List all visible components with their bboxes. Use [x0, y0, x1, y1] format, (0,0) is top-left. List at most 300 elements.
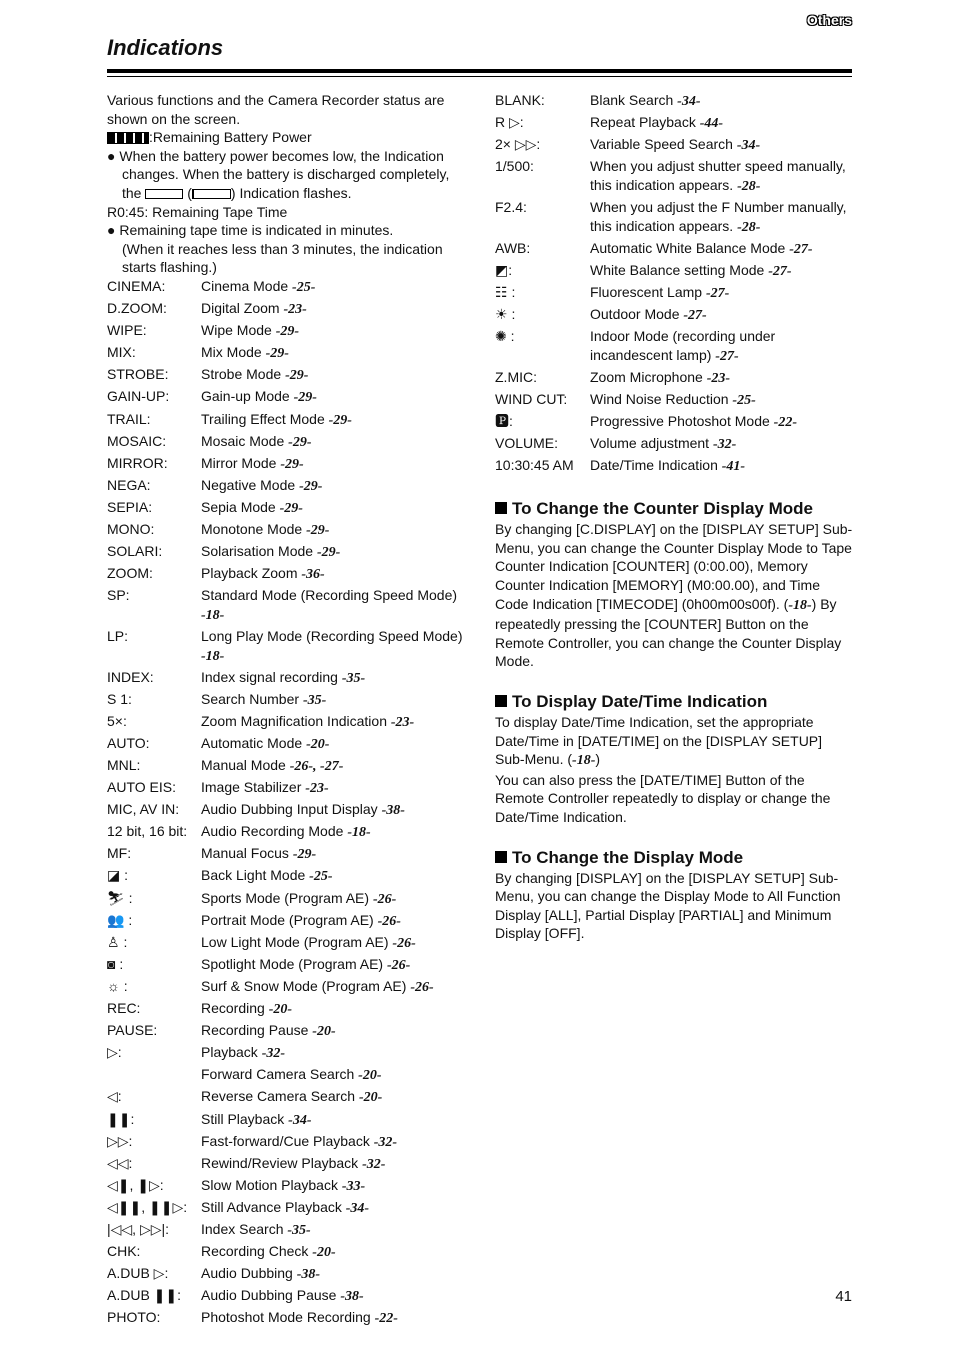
indication-desc — [201, 822, 472, 843]
page-reference: -18- — [347, 825, 371, 841]
page-reference: -33- — [341, 1178, 366, 1194]
indication-row — [107, 432, 472, 453]
indication-row — [107, 977, 472, 998]
indication-row — [107, 1198, 472, 1219]
indication-desc-text: Manual Focus — [201, 845, 293, 862]
battery-bullet-paren: ( — [187, 184, 192, 201]
indication-term: ◙ : — [107, 955, 124, 972]
indication-desc — [201, 343, 472, 364]
indication-desc — [201, 734, 472, 755]
page-reference: -26- — [377, 913, 401, 929]
page-reference: -26-, -27- — [289, 759, 344, 774]
indication-desc-text: Wind Noise Reduction — [590, 390, 733, 407]
indication-row — [107, 1065, 472, 1086]
indication-desc-text: Still Playback — [201, 1110, 289, 1127]
indication-row — [495, 113, 855, 134]
indication-desc-text: Audio Dubbing Input Display — [201, 801, 382, 818]
indication-desc — [201, 1264, 472, 1285]
page-reference: -25- — [309, 869, 333, 885]
indication-desc-text: Volume adjustment — [590, 435, 713, 451]
indication-term: ◩: — [495, 261, 513, 278]
indication-desc-text: Digital Zoom — [201, 300, 284, 317]
indication-desc — [590, 113, 855, 134]
indication-desc — [201, 520, 472, 541]
indication-desc — [201, 866, 472, 887]
indication-desc — [590, 239, 855, 260]
indication-row — [495, 434, 855, 455]
indication-row — [107, 866, 472, 887]
page-reference: -23- — [305, 781, 329, 797]
page-reference: -34- — [677, 94, 701, 109]
indication-term: BLANK: — [495, 92, 545, 108]
indication-desc-text: Cinema Mode — [201, 277, 293, 294]
indication-desc — [590, 456, 855, 477]
indication-row — [107, 756, 472, 777]
page-reference: -22- — [773, 414, 797, 430]
page-reference: -29- — [265, 346, 289, 362]
indication-term: ▷: — [107, 1044, 122, 1061]
indication-row — [107, 387, 472, 408]
indication-desc — [201, 299, 472, 320]
indication-term: INDEX: — [107, 668, 154, 685]
indication-term: ◁❚❚, ❚❚▷: — [107, 1198, 188, 1215]
indication-desc-text: Playback Zoom — [201, 565, 302, 582]
indication-desc-text: Low Light Mode (Program AE) — [201, 933, 393, 950]
date-time-body-c: You can also press the [DATE/TIME] Button of the Remote Controller repeatedly to display or change the Date/Time Indication. — [495, 771, 831, 825]
indication-row — [107, 712, 472, 733]
page-reference: -29- — [292, 847, 317, 863]
indication-desc — [201, 1242, 472, 1263]
page-reference: -26- — [372, 891, 397, 907]
indication-desc — [201, 564, 472, 585]
indication-desc-text: Playback — [201, 1044, 262, 1061]
indication-desc — [201, 1308, 472, 1329]
indication-row — [495, 368, 855, 389]
indication-desc-text: Index Search — [201, 1220, 288, 1237]
indication-term: 2× ▷▷: — [495, 136, 541, 153]
indication-desc-text: Fast-forward/Cue Playback — [201, 1132, 374, 1149]
date-time-body-a: To display Date/Time Indication, set the appropriate Date/Time in [DATE/TIME] on the [DISPLAY SETUP] Sub-Menu. ( — [495, 713, 823, 768]
indication-desc — [201, 844, 472, 865]
indication-desc — [590, 412, 855, 433]
right-indication-list — [495, 91, 855, 477]
indication-desc-text: Recording Pause — [201, 1022, 313, 1039]
indication-term: ◁❚, ❚▷: — [107, 1176, 164, 1193]
indication-term: TRAIL: — [107, 410, 151, 427]
indication-term: STROBE: — [107, 366, 169, 383]
indication-desc-text: Mix Mode — [201, 344, 266, 361]
indication-desc — [201, 668, 472, 689]
indication-desc — [201, 410, 472, 431]
indication-desc — [590, 368, 855, 389]
indication-desc — [590, 305, 855, 326]
section-tag: Others — [806, 12, 852, 28]
indication-desc-text: Mirror Mode — [201, 454, 281, 471]
indication-row — [107, 1220, 472, 1241]
page-reference: -38- — [381, 803, 405, 819]
indication-row — [107, 933, 472, 954]
indication-desc-text: Portrait Mode (Program AE) — [201, 911, 378, 928]
tape-bullet-text: Remaining tape time is indicated in minutes. — [119, 222, 394, 239]
tape-note: (When it reaches less than 3 minutes, the indication starts flashing.) — [122, 240, 443, 276]
indication-row — [107, 299, 472, 320]
indication-row — [107, 1176, 472, 1197]
page-reference: -34- — [736, 138, 761, 154]
indication-term: ▷▷: — [107, 1132, 133, 1149]
indication-term: NEGA: — [107, 476, 151, 493]
indication-desc — [201, 432, 472, 453]
indication-term: A.DUB ▷: — [107, 1265, 169, 1282]
indication-desc — [201, 1286, 472, 1307]
page-reference: -18- — [201, 648, 225, 664]
indication-desc-text: Forward Camera Search — [201, 1066, 359, 1083]
indication-row — [107, 734, 472, 755]
indication-term: 12 bit, 16 bit: — [107, 823, 188, 840]
indication-term: MIC, AV IN: — [107, 801, 180, 818]
battery-bullet-text: When the battery power becomes low, the Indication changes. When the battery is discharged completely, the — [119, 147, 450, 201]
counter-display-body-a: By changing [C.DISPLAY] on the [DISPLAY SETUP] Sub-Menu, you can change the Counter Display Mode to Tape Counter Indication [COUNTER] (0:00.00), Memory Counter Indication [MEMORY] (M0:00.00), and Time Code Indication [TIMECODE] (0h00m00s00f). ( — [495, 521, 853, 612]
indication-desc — [201, 1021, 472, 1042]
indication-desc-text: Photoshot Mode Recording — [201, 1309, 375, 1326]
indication-term: F2.4: — [495, 198, 527, 215]
indication-desc — [201, 1176, 472, 1197]
indication-desc-text: Index signal recording — [201, 668, 342, 685]
indication-desc — [201, 542, 472, 563]
indication-row — [107, 999, 472, 1020]
page-reference: -29- — [285, 368, 309, 384]
indication-desc-text: Sepia Mode — [201, 498, 280, 515]
indication-term: WIND CUT: — [495, 390, 568, 407]
indication-desc-text: Recording — [201, 1000, 269, 1017]
indication-row — [107, 321, 472, 342]
indication-desc-text: Zoom Microphone — [590, 368, 707, 385]
indication-desc-text: Surf & Snow Mode (Program AE) — [201, 977, 411, 994]
left-indication-list — [107, 277, 472, 1329]
tape-label: R0:45: Remaining Tape Time — [107, 203, 288, 220]
indication-row — [107, 911, 472, 932]
indication-row — [107, 844, 472, 865]
display-mode-heading-text: To Change the Display Mode — [512, 847, 744, 867]
indication-desc — [201, 756, 472, 777]
page-reference: -25- — [292, 279, 316, 295]
indication-desc-text: White Balance setting Mode — [590, 261, 769, 278]
date-time-heading-text: To Display Date/Time Indication — [512, 691, 768, 711]
battery-bullet-end: ) Indication flashes. — [230, 184, 352, 201]
indication-row — [495, 91, 855, 112]
counter-display-heading — [495, 498, 855, 520]
indication-desc-text: Rewind/Review Playback — [201, 1154, 363, 1171]
counter-display-body-b: ) By repeatedly pressing the [COUNTER] Button on the Remote Controller, you can change the Counter Display Mode. — [495, 595, 842, 670]
page-reference: -29- — [288, 434, 312, 450]
indication-desc — [201, 476, 472, 497]
indication-desc — [201, 387, 472, 408]
indication-desc-text: Mosaic Mode — [201, 432, 289, 449]
indication-row — [107, 1154, 472, 1175]
indication-row — [107, 1242, 472, 1263]
page-reference: -29- — [328, 412, 352, 428]
left-column — [107, 91, 472, 1330]
indication-desc-text: Back Light Mode — [201, 867, 310, 884]
indication-term: PHOTO: — [107, 1309, 161, 1326]
page-reference: -32- — [362, 1156, 386, 1172]
indication-row — [107, 365, 472, 386]
indication-row — [495, 239, 855, 260]
indication-desc — [201, 277, 472, 298]
battery-line — [107, 128, 472, 147]
indication-desc-text: Indoor Mode (recording under incandescent lamp) — [590, 328, 776, 363]
indication-desc — [201, 1087, 472, 1108]
indication-term: 10:30:45 AM — [495, 457, 574, 474]
indication-desc-text: Slow Motion Playback — [201, 1176, 342, 1193]
page-reference: -35- — [287, 1222, 311, 1238]
indication-term: ♙ : — [107, 933, 128, 950]
indication-desc — [590, 327, 855, 366]
indication-term: S 1: — [107, 690, 132, 707]
battery-label: :Remaining Battery Power — [149, 129, 312, 146]
indication-term: MNL: — [107, 757, 141, 773]
page-reference: -28- — [737, 219, 761, 235]
indication-term: SEPIA: — [107, 498, 153, 515]
indication-desc-text: Outdoor Mode — [590, 305, 684, 322]
date-time-body — [495, 713, 855, 771]
display-mode-heading — [495, 847, 855, 869]
page-title: Indications — [107, 35, 224, 60]
indication-desc — [201, 1154, 472, 1175]
indication-row — [495, 412, 855, 433]
battery-empty-alt-icon — [192, 189, 231, 199]
indication-desc — [201, 933, 472, 954]
page-reference: -29- — [299, 478, 323, 494]
indication-desc — [201, 454, 472, 475]
indication-row — [107, 1132, 472, 1153]
page-reference: -32- — [373, 1134, 398, 1150]
indication-desc — [590, 261, 855, 282]
indication-term: VOLUME: — [495, 435, 559, 451]
indication-row — [107, 520, 472, 541]
page-reference: -20- — [268, 1002, 293, 1018]
page-reference: -29- — [279, 500, 303, 516]
page-reference: -23- — [390, 714, 415, 730]
indication-desc — [590, 91, 855, 112]
indication-desc-text: When you adjust the F Number manually, this indication appears. — [590, 198, 847, 234]
indication-desc — [590, 390, 855, 411]
indication-desc — [590, 434, 855, 455]
indication-desc-text: Zoom Magnification Indication — [201, 712, 391, 729]
page-reference: -44- — [699, 116, 724, 132]
battery-bullet: ● When the battery power becomes low, the Indication changes. When the battery is discharged completely, the ( ) Indication flashes. — [107, 147, 450, 201]
indication-row — [495, 157, 855, 196]
indication-desc-text: Audio Dubbing Pause — [201, 1287, 341, 1304]
page-reference: -26- — [410, 979, 434, 995]
indication-row — [107, 889, 472, 910]
indication-desc-text: When you adjust shutter speed manually, this indication appears. — [590, 158, 846, 193]
indication-term: ☷ : — [495, 283, 516, 300]
indication-term: ZOOM: — [107, 565, 153, 582]
page-reference: -26- — [392, 935, 416, 951]
indication-desc-text: Wipe Mode — [201, 322, 276, 339]
indication-term: 🅿: — [495, 412, 513, 429]
indication-row — [495, 327, 855, 366]
indication-term: LP: — [107, 627, 129, 644]
indication-desc-text: Image Stabilizer — [201, 779, 306, 796]
page-reference: -34- — [345, 1200, 370, 1216]
indication-desc-text: Long Play Mode (Recording Speed Mode) — [201, 627, 463, 644]
indication-term: ⛷ : — [107, 889, 133, 906]
indication-term: MF: — [107, 845, 132, 862]
title-rule-thick — [107, 69, 852, 73]
indication-row — [107, 476, 472, 497]
indication-desc — [590, 198, 855, 237]
battery-empty-icon — [145, 189, 183, 199]
indication-term: GAIN-UP: — [107, 388, 170, 405]
counter-display-body — [495, 520, 855, 671]
indication-desc — [201, 712, 472, 733]
indication-row — [107, 410, 472, 431]
indication-row — [495, 390, 855, 411]
indication-row — [107, 454, 472, 475]
indication-term: R ▷: — [495, 114, 524, 131]
date-time-ref: -18- — [572, 753, 596, 769]
indication-row — [107, 1264, 472, 1285]
indication-desc-text: Trailing Effect Mode — [201, 410, 329, 427]
page-reference: -34- — [288, 1112, 312, 1128]
page-reference: -29- — [316, 545, 341, 561]
indication-row — [107, 564, 472, 585]
indication-term: MIRROR: — [107, 454, 168, 471]
page-reference: -29- — [306, 522, 330, 538]
indication-term: ❚❚: — [107, 1110, 135, 1127]
indication-term: MIX: — [107, 344, 136, 361]
indication-row — [107, 778, 472, 799]
indication-term: ◪ : — [107, 867, 129, 884]
indication-row — [495, 198, 855, 237]
indication-term: ◁: — [107, 1088, 122, 1105]
page-reference: -32- — [712, 437, 737, 452]
indication-term — [107, 1065, 201, 1086]
page-reference: -23- — [283, 302, 307, 318]
square-bullet-icon — [495, 502, 507, 514]
indication-row — [107, 542, 472, 563]
square-bullet-icon — [495, 851, 507, 863]
indication-desc — [201, 690, 472, 711]
indication-desc-text: Sports Mode (Program AE) — [201, 889, 373, 906]
indication-desc — [201, 627, 472, 666]
indication-term: |◁◁, ▷▷|: — [107, 1220, 170, 1237]
indication-row — [107, 690, 472, 711]
indication-desc-text: Standard Mode (Recording Speed Mode) — [201, 587, 458, 604]
page-reference: -32- — [261, 1046, 286, 1062]
indication-term: MOSAIC: — [107, 432, 167, 449]
indication-row — [107, 1021, 472, 1042]
right-column — [495, 91, 855, 943]
indication-desc-text: Manual Mode — [201, 757, 290, 773]
indication-row — [107, 800, 472, 821]
indication-term: PAUSE: — [107, 1022, 158, 1039]
indication-term: 1/500: — [495, 158, 534, 175]
indication-row — [107, 627, 472, 666]
page-reference: -25- — [732, 392, 756, 408]
indication-desc — [201, 999, 472, 1020]
indication-row — [107, 343, 472, 364]
battery-icon — [107, 132, 149, 144]
indication-desc — [201, 1220, 472, 1241]
page-reference: -29- — [275, 324, 300, 340]
page-reference: -28- — [737, 178, 761, 194]
indication-term: CHK: — [107, 1243, 141, 1260]
indication-desc — [590, 157, 855, 196]
indication-row — [107, 277, 472, 298]
indication-row — [495, 283, 855, 304]
indication-desc-text: Blank Search — [590, 92, 678, 108]
date-time-heading — [495, 691, 855, 713]
indication-term: MONO: — [107, 520, 155, 537]
indication-desc-text: Search Number — [201, 690, 303, 707]
indication-desc-text: Date/Time Indication — [590, 457, 722, 474]
indication-term: ◁◁: — [107, 1154, 133, 1171]
indication-term: A.DUB ❚❚: — [107, 1287, 182, 1304]
indication-desc — [201, 321, 472, 342]
page-reference: -29- — [293, 390, 317, 406]
indication-term: Z.MIC: — [495, 368, 537, 385]
page-reference: -18- — [201, 607, 225, 623]
indication-desc — [201, 365, 472, 386]
indication-term: 5×: — [107, 712, 127, 729]
indication-term: AUTO EIS: — [107, 779, 176, 796]
indication-desc-text: Automatic Mode — [201, 734, 307, 751]
tape-bullet: ● Remaining tape time is indicated in minutes. — [107, 222, 394, 239]
indication-desc — [201, 911, 472, 932]
indication-desc — [201, 778, 472, 799]
indication-desc-text: Still Advance Playback — [201, 1198, 346, 1215]
indication-term: ✺ : — [495, 328, 515, 345]
counter-display-ref: -18- — [788, 597, 812, 613]
indication-desc-text: Repeat Playback — [590, 114, 700, 131]
page-reference: -36- — [301, 567, 325, 583]
date-time-body-b: ) — [595, 751, 601, 768]
indication-term: CINEMA: — [107, 277, 166, 294]
page-reference: -29- — [280, 456, 304, 472]
page-reference: -41- — [721, 459, 746, 475]
page-reference: -38- — [340, 1289, 364, 1305]
indication-term: SP: — [107, 587, 130, 604]
indication-row — [107, 1043, 472, 1064]
indication-row — [107, 1087, 472, 1108]
indication-row — [107, 955, 472, 976]
indication-row — [107, 668, 472, 689]
indication-desc — [201, 800, 472, 821]
page-reference: -27- — [768, 263, 792, 279]
page-reference: -20- — [312, 1245, 336, 1261]
page-reference: -22- — [374, 1311, 398, 1327]
indication-desc-text: Automatic White Balance Mode — [590, 239, 790, 256]
counter-display-heading-text: To Change the Counter Display Mode — [512, 499, 813, 519]
page-reference: -20- — [306, 736, 330, 752]
indication-desc-text: Variable Speed Search — [590, 136, 737, 153]
indication-term: ☼ : — [107, 977, 128, 994]
indication-term: WIPE: — [107, 322, 147, 339]
page-reference: -23- — [706, 370, 731, 386]
indication-desc — [201, 498, 472, 519]
indication-desc-text: Spotlight Mode (Program AE) — [201, 955, 387, 972]
intro-text: Various functions and the Camera Recorder status are shown on the screen. — [107, 92, 445, 127]
page-reference: -27- — [705, 285, 730, 301]
indication-desc-text: Audio Recording Mode — [201, 823, 348, 840]
indication-desc — [201, 586, 472, 625]
indication-row — [107, 586, 472, 625]
indication-desc-text: Recording Check — [201, 1243, 313, 1260]
indication-desc — [201, 1132, 472, 1153]
indication-desc-text: Gain-up Mode — [201, 388, 294, 405]
